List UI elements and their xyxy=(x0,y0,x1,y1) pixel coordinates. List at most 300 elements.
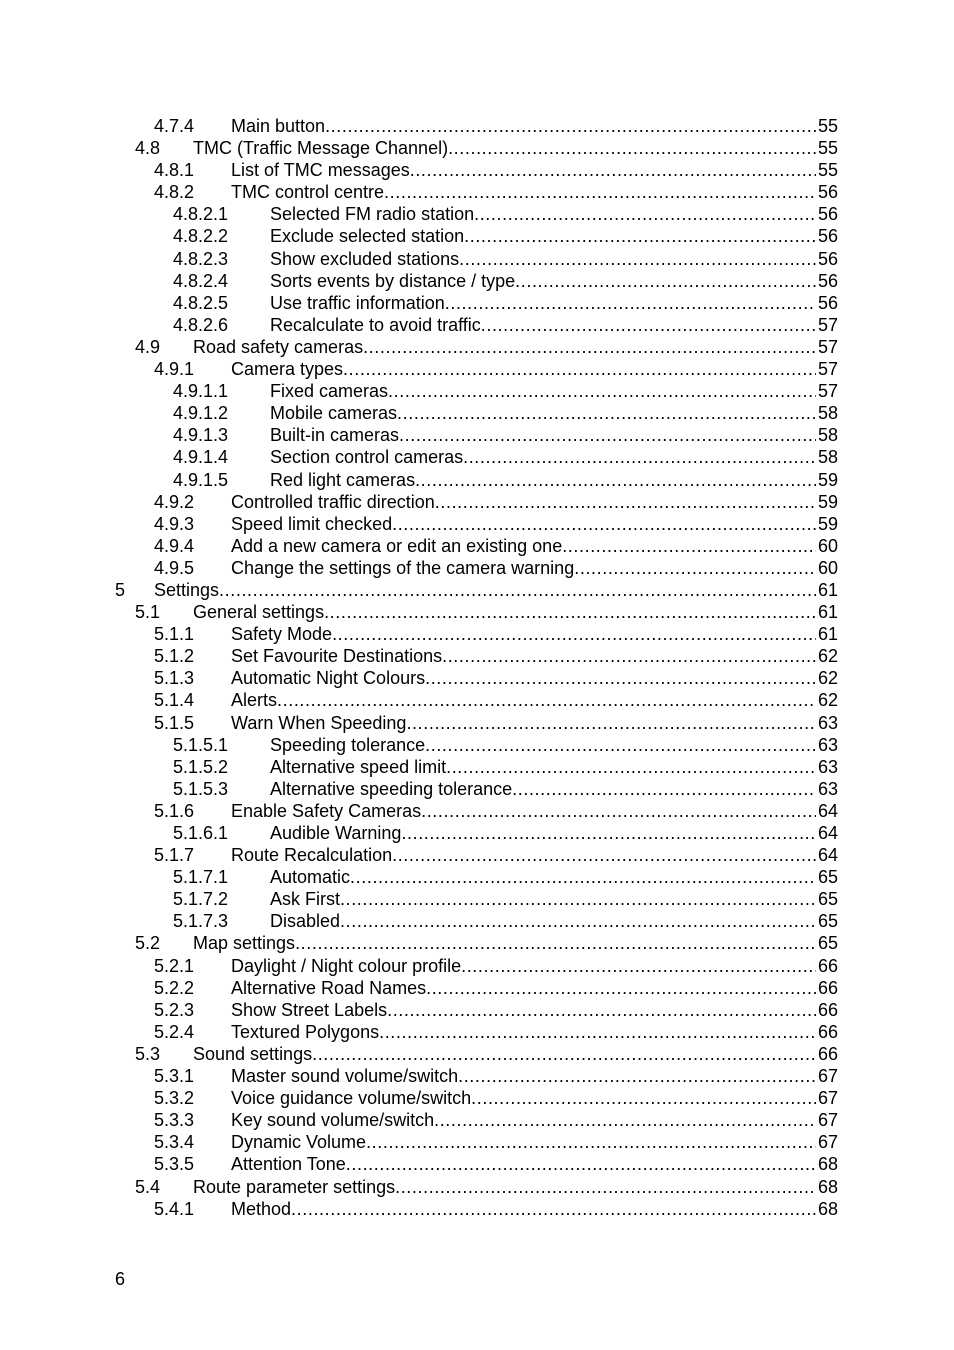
toc-entry-line xyxy=(193,1043,838,1065)
toc-entry-line xyxy=(231,667,838,689)
toc-entry[interactable] xyxy=(0,402,954,424)
toc-entry[interactable] xyxy=(0,977,954,999)
toc-entry[interactable] xyxy=(0,203,954,225)
toc-entry-title: Route parameter settings xyxy=(193,1176,396,1197)
toc-entry-number: 4.9.1.4 xyxy=(173,447,229,468)
dot-leader xyxy=(461,955,816,977)
toc-entry-number: 5.4 xyxy=(135,1176,161,1197)
dot-leader xyxy=(291,1198,816,1220)
toc-entry-page: 60 xyxy=(817,535,838,556)
toc-entry-number: 5.1.5.1 xyxy=(173,734,229,755)
toc-entry-line xyxy=(231,535,838,557)
toc-entry-title: Camera types xyxy=(231,359,344,380)
toc-entry-title: Add a new camera or edit an existing one xyxy=(231,535,563,556)
toc-entry-number: 5.1.6.1 xyxy=(173,823,229,843)
toc-entry-line xyxy=(270,910,838,932)
toc-entry[interactable] xyxy=(0,645,954,667)
toc-entry-page: 61 xyxy=(817,624,838,645)
toc-entry-title: Show excluded stations xyxy=(270,248,460,269)
toc-entry-number: 5.3.3 xyxy=(154,1110,195,1131)
dot-leader xyxy=(350,866,816,888)
toc-entry-line xyxy=(270,888,838,910)
toc-entry-line xyxy=(231,955,838,977)
toc-entry-number: 5.1.5.3 xyxy=(173,778,229,799)
toc-entry-page: 57 xyxy=(817,359,838,380)
toc-entry-number: 4.9.3 xyxy=(154,513,195,534)
toc-entry[interactable] xyxy=(0,756,954,778)
toc-entry-line xyxy=(231,689,838,711)
toc-entry-page: 60 xyxy=(817,557,838,578)
toc-entry-page: 66 xyxy=(817,955,838,976)
toc-entry-line xyxy=(270,756,838,778)
dot-leader xyxy=(379,1021,816,1043)
toc-entry-number: 5.3 xyxy=(135,1043,161,1064)
toc-entry-page: 65 xyxy=(817,911,838,932)
toc-entry-title: Speeding tolerance xyxy=(270,734,426,755)
toc-entry-line xyxy=(231,557,838,579)
toc-entry-page: 56 xyxy=(817,270,838,291)
toc-entry-page: 61 xyxy=(817,602,838,623)
toc-entry[interactable] xyxy=(0,601,954,623)
toc-entry-number: 4.9.1.3 xyxy=(173,425,229,446)
toc-entry-number: 5.1.7.3 xyxy=(173,911,229,932)
toc-entry-number: 5.3.2 xyxy=(154,1088,195,1109)
dot-leader xyxy=(277,689,816,711)
toc-entry-number: 5.1.1 xyxy=(154,624,195,645)
dot-leader xyxy=(397,402,816,424)
toc-entry[interactable] xyxy=(0,1153,954,1175)
toc-entry-line xyxy=(270,424,838,446)
toc-entry[interactable] xyxy=(0,380,954,402)
toc-entry-line xyxy=(270,225,838,247)
dot-leader xyxy=(312,1043,816,1065)
toc-entry-title: Attention Tone xyxy=(231,1154,346,1175)
toc-entry[interactable] xyxy=(0,778,954,800)
toc-entry-title: Textured Polygons xyxy=(231,1021,380,1042)
dot-leader xyxy=(442,645,816,667)
toc-entry[interactable] xyxy=(0,844,954,866)
toc-entry-title: Audible Warning xyxy=(270,823,402,843)
toc-entry-line xyxy=(231,181,838,203)
toc-entry-page: 67 xyxy=(817,1132,838,1153)
toc-entry-number: 5.1.4 xyxy=(154,690,195,711)
toc-entry-title: Master sound volume/switch xyxy=(231,1066,459,1087)
toc-entry[interactable] xyxy=(0,1109,954,1131)
toc-entry-number: 4.9.1 xyxy=(154,359,195,380)
toc-entry-page: 56 xyxy=(817,248,838,269)
dot-leader xyxy=(384,181,816,203)
dot-leader xyxy=(425,734,816,756)
toc-entry-title: Sorts events by distance / type xyxy=(270,270,516,291)
toc-entry-line xyxy=(231,645,838,667)
toc-entry-title: Recalculate to avoid traffic xyxy=(270,314,481,335)
toc-entry-number: 5.1.6 xyxy=(154,800,195,821)
toc-entry-number: 5.3.1 xyxy=(154,1066,195,1087)
toc-entry-title: Map settings xyxy=(193,933,296,954)
toc-entry-line xyxy=(231,1153,838,1175)
toc-entry-line xyxy=(231,358,838,380)
toc-entry[interactable] xyxy=(0,1198,954,1220)
toc-entry-number: 4.9.1.2 xyxy=(173,403,229,424)
toc-entry-line xyxy=(231,1198,838,1220)
toc-entry-line xyxy=(231,999,838,1021)
toc-entry-line xyxy=(193,1176,838,1198)
toc-entry-title: Exclude selected station xyxy=(270,226,465,247)
toc-entry-page: 68 xyxy=(817,1176,838,1197)
toc-entry-title: Sound settings xyxy=(193,1043,313,1064)
toc-entry-title: Automatic Night Colours xyxy=(231,668,426,689)
toc-entry[interactable] xyxy=(0,159,954,181)
toc-entry[interactable] xyxy=(0,314,954,336)
toc-entry-number: 4.8.2.1 xyxy=(173,204,229,225)
dot-leader xyxy=(395,1176,816,1198)
toc-entry-page: 66 xyxy=(817,1043,838,1064)
toc-entry[interactable] xyxy=(0,446,954,468)
toc-entry-number: 5.2.1 xyxy=(154,955,195,976)
toc-entry-page: 55 xyxy=(817,138,838,159)
toc-entry[interactable] xyxy=(0,1131,954,1153)
dot-leader xyxy=(295,932,816,954)
toc-entry-line xyxy=(270,446,838,468)
toc-entry-page: 58 xyxy=(817,425,838,446)
toc-entry[interactable] xyxy=(0,822,954,844)
toc-entry-page: 57 xyxy=(817,314,838,335)
toc-entry-page: 56 xyxy=(817,292,838,313)
dot-leader xyxy=(464,225,816,247)
toc-entry-number: 4.9.1.5 xyxy=(173,469,229,490)
toc-entry-title: Alerts xyxy=(231,690,278,711)
toc-entry-page: 67 xyxy=(817,1110,838,1131)
toc-entry-line xyxy=(270,270,838,292)
toc-entry-number: 5.1.7.1 xyxy=(173,867,229,888)
toc-entry-title: Use traffic information xyxy=(270,292,445,313)
toc-entry[interactable] xyxy=(0,888,954,910)
toc-entry-number: 5.3.5 xyxy=(154,1154,195,1175)
dot-leader xyxy=(340,910,816,932)
toc-entry-title: Controlled traffic direction xyxy=(231,491,435,512)
toc-entry-title: Enable Safety Cameras xyxy=(231,800,422,821)
toc-entry-line xyxy=(231,159,838,181)
dot-leader xyxy=(426,977,816,999)
dot-leader xyxy=(388,380,816,402)
toc-entry[interactable] xyxy=(0,1021,954,1043)
toc-entry-line xyxy=(193,932,838,954)
dot-leader xyxy=(324,601,816,623)
dot-leader xyxy=(481,314,816,336)
toc-entry[interactable] xyxy=(0,712,954,734)
toc-entry-title: Daylight / Night colour profile xyxy=(231,955,462,976)
toc-entry-title: General settings xyxy=(193,602,325,623)
toc-entry-line xyxy=(193,336,838,358)
toc-entry-page: 67 xyxy=(817,1066,838,1087)
toc-entry-number: 4.8 xyxy=(135,138,161,159)
toc-entry[interactable] xyxy=(0,955,954,977)
toc-entry-title: Key sound volume/switch xyxy=(231,1110,435,1131)
dot-leader xyxy=(434,1109,816,1131)
toc-entry-page: 55 xyxy=(817,160,838,181)
toc-entry-title: List of TMC messages xyxy=(231,160,410,181)
toc-entry-page: 56 xyxy=(817,226,838,247)
toc-entry-title: Section control cameras xyxy=(270,447,464,468)
toc-entry[interactable] xyxy=(0,513,954,535)
toc-entry-number: 4.9.1.1 xyxy=(173,381,229,402)
toc-entry-page: 63 xyxy=(817,756,838,777)
toc-entry-number: 5.1.5.2 xyxy=(173,756,229,777)
toc-entry[interactable] xyxy=(0,1176,954,1198)
dot-leader xyxy=(401,822,816,844)
dot-leader xyxy=(471,1087,816,1109)
dot-leader xyxy=(474,203,816,225)
toc-entry-title: Route Recalculation xyxy=(231,845,393,866)
toc-entry-number: 4.9 xyxy=(135,336,161,357)
dot-leader xyxy=(363,336,816,358)
dot-leader xyxy=(445,292,816,314)
toc-entry-line xyxy=(231,1087,838,1109)
toc-entry-line xyxy=(270,380,838,402)
toc-entry-page: 58 xyxy=(817,403,838,424)
toc-entry-line xyxy=(270,822,838,844)
dot-leader xyxy=(515,270,816,292)
toc-entry-page: 65 xyxy=(817,933,838,954)
dot-leader xyxy=(574,557,816,579)
toc-entry[interactable] xyxy=(0,910,954,932)
toc-entry-page: 64 xyxy=(817,845,838,866)
toc-entry-page: 62 xyxy=(817,690,838,711)
toc-entry[interactable] xyxy=(0,137,954,159)
toc-entry-line xyxy=(270,778,838,800)
toc-entry-line xyxy=(270,469,838,491)
toc-entry-title: Automatic xyxy=(270,867,351,888)
dot-leader xyxy=(415,469,816,491)
toc-entry-page: 64 xyxy=(817,823,838,843)
toc-entry-number: 5.1.3 xyxy=(154,668,195,689)
toc-entry-title: Built-in cameras xyxy=(270,425,400,446)
toc-entry-title: Selected FM radio station xyxy=(270,204,475,225)
dot-leader xyxy=(410,159,816,181)
dot-leader xyxy=(463,446,816,468)
toc-entry-title: Warn When Speeding xyxy=(231,712,407,733)
toc-entry-line xyxy=(231,844,838,866)
dot-leader xyxy=(332,623,816,645)
toc-entry-title: Speed limit checked xyxy=(231,513,393,534)
toc-entry-line xyxy=(231,1131,838,1153)
toc-entry[interactable] xyxy=(0,491,954,513)
toc-entry-title: Ask First xyxy=(270,889,340,910)
toc-entry-page: 62 xyxy=(817,646,838,667)
toc-entry-number: 4.8.2.4 xyxy=(173,270,229,291)
toc-entry-number: 4.9.4 xyxy=(154,535,195,556)
toc-entry-page: 58 xyxy=(817,447,838,468)
toc-entry-title: Set Favourite Destinations xyxy=(231,646,443,667)
toc-entry-number: 4.8.2.6 xyxy=(173,314,229,335)
toc-entry-title: Safety Mode xyxy=(231,624,333,645)
toc-entry-title: Fixed cameras xyxy=(270,381,389,402)
dot-leader xyxy=(562,535,816,557)
toc-entry[interactable] xyxy=(0,579,954,601)
dot-leader xyxy=(459,248,816,270)
toc-entry[interactable] xyxy=(0,424,954,446)
toc-entry-number: 4.8.2 xyxy=(154,182,195,203)
toc-entry-line xyxy=(270,866,838,888)
toc-entry-line xyxy=(231,800,838,822)
toc-entry-number: 5.2 xyxy=(135,933,161,954)
toc-entry-line xyxy=(231,712,838,734)
dot-leader xyxy=(346,1153,816,1175)
toc-entry[interactable] xyxy=(0,734,954,756)
toc-entry[interactable] xyxy=(0,115,954,137)
toc-entry-line xyxy=(270,292,838,314)
toc-entry-title: Method xyxy=(231,1198,292,1219)
toc-entry-page: 62 xyxy=(817,668,838,689)
dot-leader xyxy=(406,712,816,734)
dot-leader xyxy=(448,137,816,159)
toc-entry-number: 4.9.2 xyxy=(154,491,195,512)
toc-entry-title: Disabled xyxy=(270,911,341,932)
toc-entry[interactable] xyxy=(0,535,954,557)
toc-entry-line xyxy=(231,491,838,513)
toc-entry[interactable] xyxy=(0,932,954,954)
toc-entry-page: 56 xyxy=(817,204,838,225)
toc-entry-page: 59 xyxy=(817,469,838,490)
toc-entry-number: 4.8.1 xyxy=(154,160,195,181)
toc-entry[interactable] xyxy=(0,557,954,579)
toc-entry-page: 67 xyxy=(817,1088,838,1109)
dot-leader xyxy=(435,491,816,513)
dot-leader xyxy=(392,844,816,866)
toc-entry-page: 55 xyxy=(817,116,838,136)
toc-entry-page: 63 xyxy=(817,712,838,733)
toc-entry[interactable] xyxy=(0,181,954,203)
table-of-contents xyxy=(0,115,954,1220)
toc-entry-number: 5.3.4 xyxy=(154,1132,195,1153)
toc-entry[interactable] xyxy=(0,999,954,1021)
toc-entry-line xyxy=(231,1109,838,1131)
toc-entry-number: 5.1.5 xyxy=(154,712,195,733)
toc-entry-page: 65 xyxy=(817,889,838,910)
toc-entry-page: 68 xyxy=(817,1198,838,1219)
toc-entry-line xyxy=(270,402,838,424)
toc-entry-line xyxy=(231,513,838,535)
toc-entry-page: 63 xyxy=(817,734,838,755)
toc-entry-page: 61 xyxy=(817,579,838,600)
toc-entry-line xyxy=(270,248,838,270)
dot-leader xyxy=(219,579,816,601)
toc-entry-line xyxy=(231,115,838,137)
toc-entry-number: 5.1.2 xyxy=(154,646,195,667)
toc-entry-title: Main button xyxy=(231,116,326,136)
toc-entry-title: Settings xyxy=(154,579,220,600)
toc-entry-title: Mobile cameras xyxy=(270,403,398,424)
toc-entry-title: Show Street Labels xyxy=(231,999,388,1020)
dot-leader xyxy=(421,800,816,822)
toc-entry-title: TMC control centre xyxy=(231,182,385,203)
toc-entry-page: 66 xyxy=(817,1021,838,1042)
toc-entry-line xyxy=(231,977,838,999)
toc-entry[interactable] xyxy=(0,689,954,711)
dot-leader xyxy=(425,667,816,689)
toc-entry-page: 68 xyxy=(817,1154,838,1175)
toc-entry-page: 59 xyxy=(817,513,838,534)
toc-entry[interactable] xyxy=(0,225,954,247)
toc-entry-title: Road safety cameras xyxy=(193,336,364,357)
toc-entry-number: 5.1 xyxy=(135,602,161,623)
toc-entry-page: 56 xyxy=(817,182,838,203)
dot-leader xyxy=(340,888,816,910)
toc-entry-title: Alternative speed limit xyxy=(270,756,447,777)
toc-entry[interactable] xyxy=(0,1065,954,1087)
dot-leader xyxy=(512,778,816,800)
toc-entry-number: 5.1.7.2 xyxy=(173,889,229,910)
dot-leader xyxy=(366,1131,816,1153)
toc-entry-title: Dynamic Volume xyxy=(231,1132,367,1153)
toc-entry-number: 5.4.1 xyxy=(154,1198,195,1219)
toc-entry-number: 5.2.2 xyxy=(154,977,195,998)
toc-entry-page: 57 xyxy=(817,336,838,357)
toc-entry-number: 5.2.4 xyxy=(154,1021,195,1042)
toc-entry[interactable] xyxy=(0,292,954,314)
toc-entry[interactable] xyxy=(0,623,954,645)
toc-entry[interactable] xyxy=(0,270,954,292)
dot-leader xyxy=(399,424,816,446)
toc-entry-number: 4.9.5 xyxy=(154,557,195,578)
toc-entry-title: Red light cameras xyxy=(270,469,416,490)
toc-entry-page: 57 xyxy=(817,381,838,402)
toc-entry-title: Alternative speeding tolerance xyxy=(270,778,513,799)
dot-leader xyxy=(392,513,816,535)
toc-entry-number: 4.7.4 xyxy=(154,116,195,136)
dot-leader xyxy=(446,756,816,778)
toc-entry-page: 66 xyxy=(817,977,838,998)
toc-entry-line xyxy=(231,1021,838,1043)
toc-entry-line xyxy=(231,623,838,645)
toc-entry[interactable] xyxy=(0,336,954,358)
toc-entry-title: Alternative Road Names xyxy=(231,977,427,998)
toc-entry-page: 66 xyxy=(817,999,838,1020)
toc-entry-title: Change the settings of the camera warning xyxy=(231,557,575,578)
toc-entry-line xyxy=(231,1065,838,1087)
toc-entry-line xyxy=(193,601,838,623)
page-number: 6 xyxy=(115,1269,126,1289)
toc-entry-title: TMC (Traffic Message Channel) xyxy=(193,138,449,159)
toc-entry-line xyxy=(270,734,838,756)
toc-entry-page: 64 xyxy=(817,800,838,821)
toc-entry-line xyxy=(270,314,838,336)
dot-leader xyxy=(387,999,816,1021)
toc-entry-number: 5.2.3 xyxy=(154,999,195,1020)
toc-entry-title: Voice guidance volume/switch xyxy=(231,1088,472,1109)
toc-entry-line xyxy=(154,579,838,601)
toc-entry-number: 4.8.2.3 xyxy=(173,248,229,269)
toc-entry[interactable] xyxy=(0,1043,954,1065)
toc-entry[interactable] xyxy=(0,1087,954,1109)
toc-entry[interactable] xyxy=(0,469,954,491)
toc-entry[interactable] xyxy=(0,358,954,380)
toc-entry-page: 63 xyxy=(817,778,838,799)
toc-entry-number: 4.8.2.5 xyxy=(173,292,229,313)
toc-entry-line xyxy=(270,203,838,225)
toc-entry-page: 65 xyxy=(817,867,838,888)
toc-entry-page: 59 xyxy=(817,491,838,512)
toc-entry-number: 4.8.2.2 xyxy=(173,226,229,247)
toc-entry-number: 5.1.7 xyxy=(154,845,195,866)
dot-leader xyxy=(325,115,816,137)
toc-entry[interactable] xyxy=(0,667,954,689)
dot-leader xyxy=(343,358,816,380)
dot-leader xyxy=(458,1065,816,1087)
toc-entry[interactable] xyxy=(0,866,954,888)
toc-entry[interactable] xyxy=(0,248,954,270)
toc-entry[interactable] xyxy=(0,800,954,822)
